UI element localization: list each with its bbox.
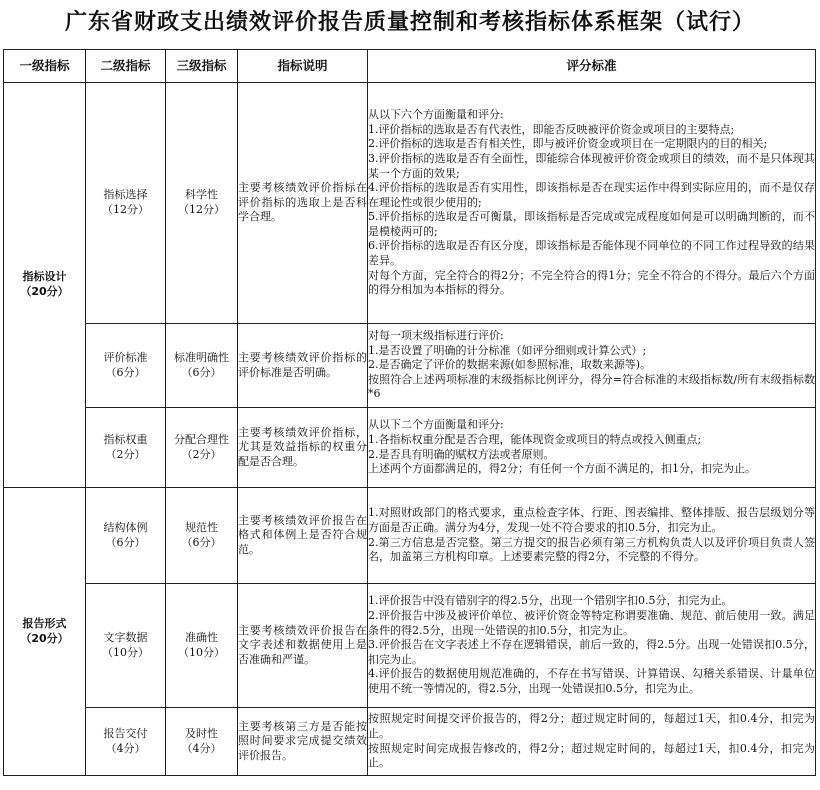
- level3-name: 规范性: [185, 520, 218, 534]
- level2-score: （12分）: [102, 203, 149, 216]
- criteria-line: 4.评价报告的数据使用规范准确的，不存在书写错误、计算错误、勾稽关系错误、计量单位使用不统一等情况的，得2.5分，出现一处错误扣0.5分，扣完为止。: [368, 667, 815, 695]
- level2-score: （4分）: [105, 741, 146, 755]
- description-cell: 主要考核绩效评价报告在格式和体例上是否符合规范。: [238, 488, 368, 584]
- criteria-line: 4.评价指标的选取是否有实用性，即该指标是否在现实运作中得到实际应用的，而不是仅存在理论性或很少使用的;: [368, 181, 815, 209]
- group-score: （20分）: [20, 285, 69, 298]
- document-title: 广东省财政支出绩效评价报告质量控制和考核指标体系框架（试行）: [64, 9, 755, 35]
- level3-cell: [166, 584, 238, 708]
- criteria-line: 对每个方面，完全符合的得2分；不完全符合的得1分；完全不符合的不得分。最后六个方面的得分相加为本指标的得分。: [368, 268, 815, 297]
- description-cell: 主要考核绩效评价报告在文字表述和数据使用上是否准确和严谨。: [238, 584, 368, 708]
- table-row: [4, 584, 816, 708]
- table-row: [4, 324, 816, 408]
- level2-cell: [86, 488, 166, 584]
- level2-score: （6分）: [105, 365, 146, 379]
- level3-name: 准确性: [185, 630, 218, 644]
- criteria-line: 按照符合上述两项标准的末级指标比例评分，得分=符合标准的末级指标数/所有末级指标数*6: [368, 372, 815, 401]
- criteria-line: 1.评价报告中没有错别字的得2.5分，出现一个错别字扣0.5分，扣完为止。: [368, 594, 733, 608]
- header-level2: 二级指标: [86, 50, 166, 83]
- level2-name: 文字数据: [103, 630, 148, 644]
- level2-cell: [86, 408, 166, 488]
- group-score: （20分）: [20, 631, 69, 645]
- level2-name: 报告交付: [103, 726, 148, 740]
- level2-score: （6分）: [105, 535, 146, 549]
- group-cell-indicator-design: [4, 83, 86, 488]
- level3-name: 标准明确性: [174, 350, 229, 364]
- level2-score: （2分）: [105, 447, 146, 461]
- description-cell: 主要考核绩效评价指标，尤其是效益指标的权重分配是否合理。: [238, 408, 368, 488]
- header-description: 指标说明: [238, 50, 368, 83]
- header-criteria: 评分标准: [368, 50, 816, 83]
- criteria-line: 按照规定时间提交评价报告的，得2分；超过规定时间的，每超过1天，扣0.4分，扣完为止。: [368, 712, 815, 740]
- level3-score: （4分）: [181, 741, 222, 755]
- criteria-line: 2.评价指标的选取是否有相关性，即与被评价资金或项目在一定期限内的目的相关;: [368, 137, 768, 151]
- criteria-cell: [368, 83, 816, 324]
- table-row: [4, 708, 816, 776]
- level3-score: （2分）: [181, 447, 222, 461]
- criteria-line: 对每一项末级指标进行评价:: [368, 329, 504, 343]
- table-row: [4, 408, 816, 488]
- criteria-line: 1.各指标权重分配是否合理，能体现资金或项目的特点或投入侧重点;: [368, 432, 702, 446]
- level3-score: （12分）: [178, 203, 225, 216]
- level2-cell: [86, 584, 166, 708]
- level3-cell: [166, 324, 238, 408]
- criteria-line: 6.评价指标的选取是否有区分度，即该指标是否能体现不同单位的不同工作过程导致的结果差异。: [368, 239, 815, 268]
- criteria-line: 从以下六个方面衡量和评分:: [368, 108, 504, 122]
- table-row: [4, 83, 816, 324]
- description-cell: 主要考核绩效评价指标的评价标准是否明确。: [238, 324, 368, 408]
- header-level1: 一级指标: [4, 50, 86, 83]
- level3-name: 科学性: [185, 188, 218, 202]
- level2-name: 指标选择: [103, 188, 148, 202]
- level3-name: 及时性: [185, 726, 218, 740]
- group-cell-report-format: [4, 488, 86, 776]
- criteria-line: 2.第三方信息是否完整。第三方提交的报告必须有第三方机构负责人以及评价项目负责人签名，加盖第三方机构印章。上述要素完整的得2分，不完整的不得分。: [368, 535, 815, 564]
- level2-cell: [86, 83, 166, 324]
- criteria-cell: [368, 584, 816, 708]
- level2-cell: [86, 324, 166, 408]
- level3-cell: [166, 83, 238, 324]
- criteria-line: 按照规定时间完成报告修改的，得2分；超过规定时间的，每超过1天，扣0.4分，扣完为止。: [368, 741, 815, 770]
- criteria-line: 5.评价指标的选取是否可衡量，即该指标是否完成或完成程度如何是可以明确判断的，而不是模棱两可的;: [368, 210, 815, 238]
- level2-name: 指标权重: [103, 432, 148, 446]
- level2-score: （10分）: [102, 645, 149, 659]
- level3-cell: [166, 488, 238, 584]
- criteria-cell: [368, 708, 816, 776]
- criteria-cell: [368, 488, 816, 584]
- criteria-line: 从以下二个方面衡量和评分:: [368, 418, 504, 432]
- level2-cell: [86, 708, 166, 776]
- criteria-cell: [368, 324, 816, 408]
- criteria-line: 2.评价报告中涉及被评价单位、被评价资金等特定称谓要准确、规范、前后使用一致。满足条件的得2.5分，出现一处错误的扣0.5分，扣完为止。: [368, 609, 815, 637]
- level3-score: （6分）: [181, 535, 222, 549]
- level3-cell: [166, 708, 238, 776]
- criteria-line: 2.是否具有明确的赋权方法或者原则。: [368, 447, 555, 461]
- table-header-row: [4, 50, 816, 83]
- header-level3: 三级指标: [166, 50, 238, 83]
- table-row: [4, 488, 816, 584]
- group-name: 指标设计: [22, 270, 67, 284]
- level3-name: 分配合理性: [174, 432, 229, 446]
- criteria-line: 1.对照财政部门的格式要求，重点检查字体、行距、图表编排、整体排版、报告层级划分等方面是否正确。满分为4分，发现一处不符合要求的扣0.5分，扣完为止。: [368, 506, 815, 534]
- indicator-table: [3, 49, 816, 776]
- criteria-line: 3.评价报告在文字表述上不存在逻辑错误，前后一致的，得2.5分。出现一处错误扣0.5分，扣完为止。: [368, 638, 815, 666]
- level2-name: 评价标准: [103, 350, 148, 364]
- level3-score: （6分）: [181, 365, 222, 379]
- criteria-line: 1.是否设置了明确的计分标准（如评分细则或计算公式）;: [368, 343, 647, 357]
- criteria-line: 上述两个方面都满足的，得2分；有任何一个方面不满足的，扣1分，扣完为止。: [368, 462, 756, 476]
- description-cell: 主要考核绩效评价指标在评价指标的选取上是否科学合理。: [238, 83, 368, 324]
- criteria-line: 1.评价指标的选取是否有代表性，即能否反映被评价资金或项目的主要特点;: [368, 122, 735, 136]
- description-cell: 主要考核第三方是否能按照时间要求完成提交绩效评价报告。: [238, 708, 368, 776]
- level3-score: （10分）: [178, 645, 225, 659]
- criteria-line: 3.评价指标的选取是否有全面性，即能综合体现被评价资金或项目的绩效，而不是只体现其某一个方面的效果;: [368, 151, 815, 180]
- level2-name: 结构体例: [103, 520, 148, 534]
- criteria-cell: [368, 408, 816, 488]
- group-name: 报告形式: [22, 616, 67, 630]
- level3-cell: [166, 408, 238, 488]
- criteria-line: 2.是否确定了评价的数据来源(如参照标准，取数来源等)。: [368, 358, 652, 372]
